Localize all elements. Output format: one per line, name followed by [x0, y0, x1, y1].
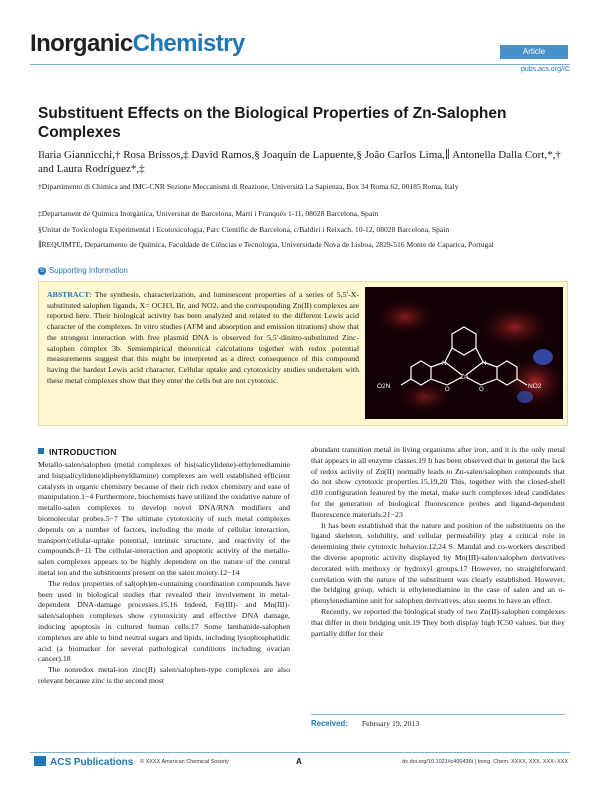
- publisher-name: ACS Publications: [50, 757, 134, 768]
- section-bullet-icon: [38, 448, 44, 454]
- section-heading: [38, 447, 117, 457]
- nitrogen-label: N: [482, 361, 487, 367]
- publisher-logo: [34, 756, 133, 768]
- paragraph: The redox properties of sal(oph)en-containing coordination compounds have been used in biological studies that revealed their involvement in metal-dependent DNA-damage processes.15,16 Indeed, Fe(III)- and Mn(III)-salen/salophen complexes show cytotoxicity and effective DNA damage, inducing apoptosis in cultured human cells.17 Some lanthanide-salophen complexes are able to bind neutral sugars and lipids, including lysophosphatidic acid (a biomarker for several pathological conditions including ovarian cancer).18: [38, 578, 290, 664]
- abstract-text: [47, 290, 359, 386]
- received-value: February 19, 2013: [361, 719, 420, 728]
- doi-citation[interactable]: dx.doi.org/10.1021/ic400436t | Inorg. Chem. XXXX, XXX, XXX−XXX: [402, 759, 568, 765]
- supporting-information-link[interactable]: [38, 266, 128, 275]
- right-column: [311, 445, 565, 639]
- paragraph: It has been established that the nature and position of the substituents on the ligand skeleton, solubility, and cellular permeability play a critical role in determining their cytotoxic behavior.12,24 S. Mandal and co-workers described the diverse apoptotic activity displayed by Mn(III)-salen/salophen derivatives decorated with methoxy or hydroxyl groups.17 However, no straightforward correlation with the nature of the substituent was clearly established. However, the bridging group, which is ethylenediamine in the case of salen and an o-phenylenediamine unit for salophen derivatives, also seems to have an effect.: [311, 520, 565, 606]
- cell-glow: [397, 381, 453, 413]
- paragraph: The nonredox metal-ion zinc(II) salen/salophen-type complexes are also relevant because zinc is the second most: [38, 665, 290, 685]
- footer-divider: [30, 752, 570, 753]
- paragraph: Recently, we reported the biological study of two Zn(II)-salophen complexes that differ in their bridging unit.19 They both display high IC50 values, but they partially differ for their: [311, 606, 565, 638]
- author-list: Ilaria Giannicchi,† Rosa Brissos,‡ David Ramos,§ Joaquin de Lapuente,§ João Carlos Lima,∥ Antonella Dalla Cort,*,† and Laura Rodríguez*,‡: [38, 149, 561, 175]
- left-column: [38, 460, 290, 687]
- nitrogen-label: N: [442, 361, 447, 367]
- paragraph: abundant transition metal in living organisms after iron, and it is the only metal that appears in all enzyme classes.19 It has been observed that in general the lack of redox activity of Zn(II) normally leads to Zn-salen/salophen compounds that do not show cytotoxic properties.15,19,20 This, together with the closed-shell d10 configuration featured by the metal, make such complexes ideal candidates for the generation of biological fluorescence probes and ligand-dependent fluorescence materials.21−23: [311, 445, 565, 519]
- toc-graphic: [365, 287, 563, 419]
- article-type-tag: Article: [500, 45, 568, 59]
- affiliation-1: †Dipartimento di Chimica and IMC-CNR Sezione Meccanismi di Reazione, Università La Sapienza, Box 34 Roma 62, 00185 Roma, Italy: [38, 182, 459, 191]
- affiliation-4: ∥REQUIMTE, Departamento de Química, Faculdade de Ciências e Tecnologia, Universidade Nova de Lisboa, 2829-516 Monte de Caparica, Portugal: [38, 240, 494, 249]
- abstract-label: ABSTRACT:: [47, 290, 92, 299]
- cell-glow: [505, 356, 563, 408]
- journal-logo: [30, 30, 245, 58]
- nucleus-glow: [533, 349, 553, 365]
- header-divider: [30, 64, 570, 65]
- supporting-info-icon: S: [39, 267, 44, 274]
- supporting-info-label: Supporting Information: [49, 266, 128, 275]
- received-label: Received:: [311, 719, 348, 728]
- oxygen-label: O: [479, 387, 484, 393]
- journal-name-part1: Inorganic: [30, 30, 133, 57]
- paragraph: Metallo-salen/salophen (metal complexes of bis(salicylidene)-ethylenediamine and bis(salicylidene)diphenyldiamine) complexes are well established efficient catalysts in organic chemistry because of their rich redox chemistry and ease of manipulation.1−4 Furthermore, biochemists have utilized the oxidative nature of metallo-salen complexes to develop novel DNA/RNA modifiers and biomolecular probes.5−7 The ultimate cytotoxicity of such metal complexes depends on a number of factors, including the mode of cellular interaction, transport/cellular-uptake potential, intrinsic structure, and reactivity of the compounds.8−11 The cellular-interaction and apoptotic activity of the metallo-salen complexes appears to be highly dependent on the nature of the central metal ion and the substituents present on the salen moiety.12−14: [38, 460, 290, 577]
- page-number: A: [296, 757, 302, 766]
- metal-label: Zn: [459, 374, 469, 381]
- received-date: [311, 714, 565, 728]
- section-heading-text: INTRODUCTION: [49, 447, 117, 457]
- paper-title: Substituent Effects on the Biological Properties of Zn-Salophen Complexes: [38, 105, 507, 141]
- acs-logo-icon: [34, 756, 46, 766]
- substituent-left: O2N: [377, 383, 391, 390]
- affiliation-2: ‡Departament de Química Inorgànica, Universitat de Barcelona, Martí i Franquès 1-11, 08028 Barcelona, Spain: [38, 209, 379, 218]
- journal-url[interactable]: pubs.acs.org/IC: [520, 66, 570, 73]
- cell-glow: [375, 299, 435, 335]
- journal-name-part2: Chemistry: [132, 30, 245, 57]
- cell-glow: [479, 305, 551, 349]
- oxygen-label: O: [445, 387, 450, 393]
- nucleus-glow: [517, 391, 533, 403]
- substituent-right: NO2: [528, 383, 542, 390]
- copyright: © XXXX American Chemical Society: [140, 759, 229, 765]
- abstract-body: The synthesis, characterization, and luminescent properties of a series of 5,5′-X-substituted salophen ligands, X= OCH3, Br, and NO2, and the corresponding Zn(II) complexes are reported here. Their biological activity has been analyzed and related to the different Lewis acid character of the complexes. In vitro studies (AFM and absorption and emission titrations) show that the strongest interaction with free plasmid DNA is observed for 5,5′-dinitro-substituted Zinc-salophen complex 3b. Semiempirical theoretical calculations together with redox potential measurements suggest that this might be interpreted as a direct consequence of this compound having the hardest Lewis acid character. Cellular uptake and cytotoxicity studies undertaken with these metal complexes show that they enter the cells but are not cytotoxic.: [47, 290, 360, 385]
- affiliation-3: §Unitat de Toxicologia Experimental i Ecotoxicologia, Parc Científic de Barcelona, c/Baldiri i Reixach, 10-12, 08028 Barcelona, Spain: [38, 225, 450, 234]
